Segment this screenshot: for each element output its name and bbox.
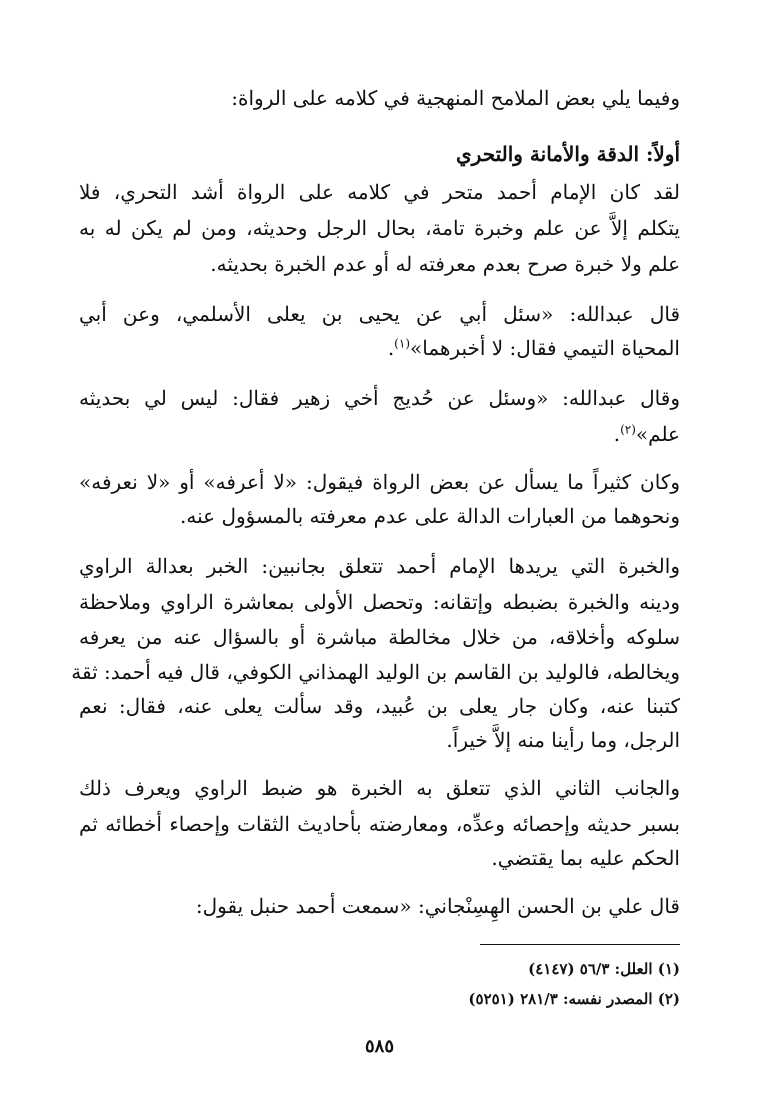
footnote: (٢) المصدر نفسه: ٢٨١/٣ (٥٢٥١) (468, 990, 680, 1008)
paragraph-line: ويخالطه، فالوليد بن القاسم بن الوليد الهمذاني الكوفي، قال فيه أحمد: ثقة (71, 660, 680, 684)
footnote: (١) العلل: ٥٦/٣ (٤١٤٧) (528, 960, 680, 978)
intro-line: وفيما يلي بعض الملامح المنهجية في كلامه على الرواة: (231, 86, 680, 110)
period: . (613, 422, 621, 446)
quote-text: المحياة التيمي فقال: لا أخبرهما» (410, 336, 680, 360)
period: . (387, 336, 395, 360)
paragraph-line: كتبنا عنه، وكان جار يعلى بن عُبيد، وقد سألت يعلى عنه، فقال: نعم (79, 694, 680, 718)
paragraph-line: سلوكه وأخلاقه، من خلال مخالطة مباشرة أو بالسؤال عنه من يعرفه (79, 625, 680, 649)
footnote-ref: (٢) (620, 422, 636, 437)
paragraph-line: والخبرة التي يريدها الإمام أحمد تتعلق بجانبين: الخبر بعدالة الراوي (79, 554, 680, 578)
paragraph-line: الحكم عليه بما يقتضي. (491, 846, 680, 870)
paragraph-line: وكان كثيراً ما يسأل عن بعض الرواة فيقول: «لا أعرفه» أو «لا نعرفه» (79, 470, 680, 494)
paragraph-line (388, 334, 680, 362)
paragraph-line: علم ولا خبرة صرح بعدم معرفته له أو عدم الخبرة بحديثه. (210, 252, 680, 276)
paragraph-line: ونحوهما من العبارات الدالة على عدم معرفته بالمسؤول عنه. (180, 504, 680, 528)
paragraph-line: لقد كان الإمام أحمد متحر في كلامه على الرواة أشد التحري، فلا (79, 180, 680, 204)
section-heading: أولاً: الدقة والأمانة والتحري (456, 142, 680, 166)
paragraph-line: والجانب الثاني الذي تتعلق به الخبرة هو ضبط الراوي ويعرف ذلك (79, 776, 680, 800)
page-number: ٥٨٥ (364, 1036, 394, 1057)
paragraph-line: وقال عبدالله: «وسئل عن حُديج أخي زهير فقال: ليس لي بحديثه (79, 386, 680, 410)
paragraph-line: قال علي بن الحسن الهِسِنْجاني: «سمعت أحمد حنبل يقول: (195, 894, 680, 918)
footnote-ref: (١) (394, 336, 410, 351)
paragraph-line (614, 420, 680, 448)
paragraph-line: يتكلم إلاَّ عن علم وخبرة تامة، بحال الرجل وحديثه، ومن لم يكن له به (79, 216, 680, 240)
quote-text: علم» (635, 422, 680, 446)
paragraph-line: ودينه والخبرة بضبطه وإتقانه: وتحصل الأولى بمعاشرة الراوي وملاحظة (79, 590, 680, 614)
footnote-separator (480, 944, 680, 945)
paragraph-line: قال عبدالله: «سئل أبي عن يحيى بن يعلى الأسلمي، وعن أبي (79, 302, 680, 326)
paragraph-line: الرجل، وما رأينا منه إلاَّ خيراً. (446, 728, 680, 752)
paragraph-line: بسبر حديثه وإحصائه وعدِّه، ومعارضته بأحاديث الثقات وإحصاء أخطائه ثم (79, 812, 680, 836)
